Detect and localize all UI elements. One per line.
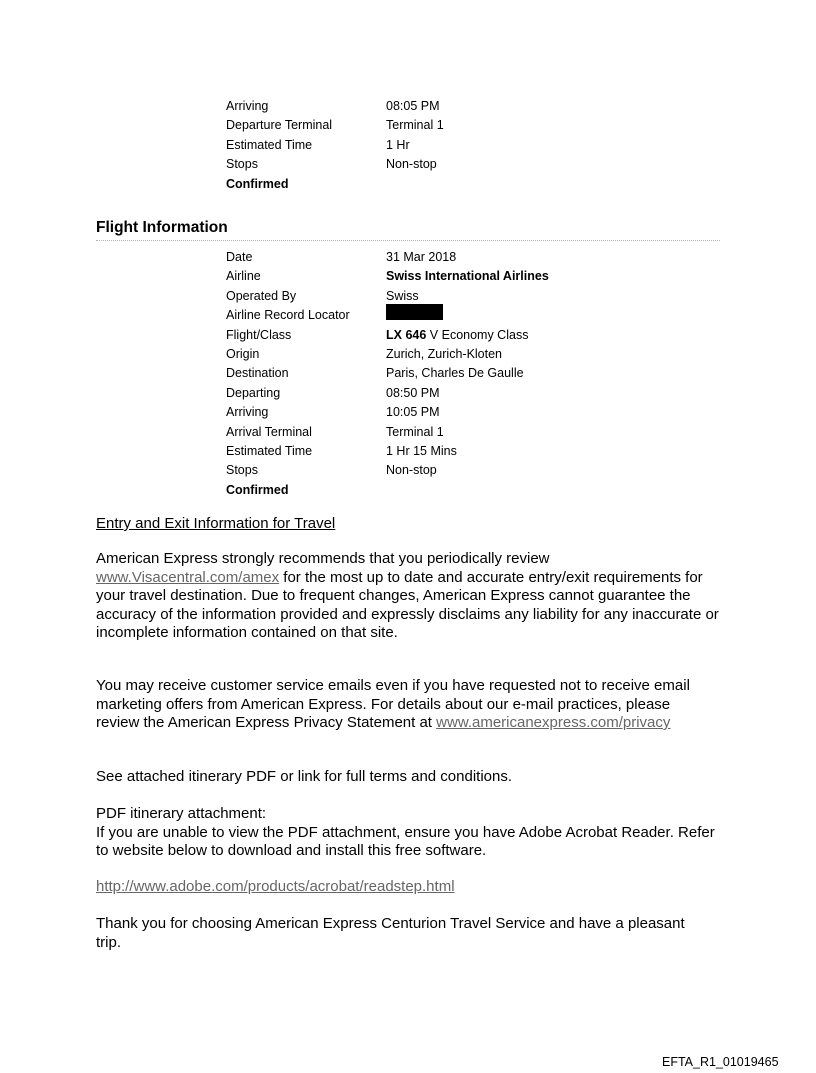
pdf-heading: PDF itinerary attachment:: [96, 805, 267, 822]
airline-value: Swiss International Airlines: [386, 269, 549, 284]
destination-label: Destination: [226, 366, 289, 381]
operated-by-value: Swiss: [386, 288, 419, 303]
privacy-link[interactable]: www.americanexpress.com/privacy: [436, 714, 671, 731]
origin-value: Zurich, Zurich-Kloten: [386, 346, 503, 361]
flight-class-row: [226, 326, 549, 345]
detail-label: Estimated Time: [226, 137, 313, 152]
estimated-time-label: Estimated Time: [226, 443, 313, 458]
detail-value: Non-stop: [386, 157, 437, 172]
estimated-time-value: 1 Hr 15 Mins: [386, 443, 457, 458]
detail-label: Stops: [226, 157, 258, 172]
arrival-terminal-label: Arrival Terminal: [226, 424, 312, 439]
adobe-link[interactable]: http://www.adobe.com/products/acrobat/readstep.html: [96, 878, 455, 895]
detail-value: 08:05 PM: [386, 99, 440, 113]
date-value: 31 Mar 2018: [386, 250, 457, 264]
arriving-row: [226, 403, 549, 422]
detail-value: 1 Hr: [386, 137, 410, 152]
departing-row: [226, 384, 549, 403]
closing-text: Thank you for choosing American Express Centurion Travel Service and have a pleasant trip.: [96, 915, 685, 951]
terms-text: See attached itinerary PDF or link for full terms and conditions.: [96, 768, 513, 785]
airline-label: Airline: [226, 269, 261, 284]
document-id: EFTA_R1_01019465: [662, 1055, 779, 1069]
arrival-terminal-row: [226, 423, 549, 442]
estimated-time-row: [226, 442, 549, 461]
privacy-paragraph: [96, 677, 716, 733]
detail-row: [226, 97, 444, 116]
stops-value: Non-stop: [386, 463, 437, 478]
date-label: Date: [226, 250, 253, 264]
stops-row: [226, 461, 549, 480]
operated-by-label: Operated By: [226, 288, 297, 303]
detail-row: [226, 155, 444, 174]
departing-label: Departing: [226, 385, 281, 400]
flight-class-value: V Economy Class: [429, 327, 529, 342]
arrival-terminal-value: Terminal 1: [386, 424, 444, 439]
record-locator-row: [226, 306, 549, 325]
origin-row: [226, 345, 549, 364]
entry-exit-heading: Entry and Exit Information for Travel: [96, 515, 336, 532]
stops-label: Stops: [226, 463, 258, 478]
detail-row: [226, 116, 444, 135]
confirmed-status: Confirmed: [226, 176, 289, 191]
privacy-text: You may receive customer service emails even if you have requested not to receive email marketing offers from American Express. For details about our e-mail practices, please review the American Express Privacy Statement at: [96, 677, 690, 731]
destination-row: [226, 364, 549, 383]
entry-exit-text: American Express strongly recommends that you periodically review: [96, 550, 550, 567]
flight-class-label: Flight/Class: [226, 327, 292, 342]
confirmed-status: Confirmed: [226, 482, 289, 497]
previous-flight-details: [226, 97, 444, 194]
record-locator-label: Airline Record Locator: [226, 308, 350, 323]
entry-exit-paragraph: [96, 550, 726, 643]
detail-row: [226, 136, 444, 155]
detail-value: Terminal 1: [386, 118, 444, 133]
entry-exit-text-cont: for the most up to date and accurate entry/exit requirements for your travel destination. Due to frequent changes, American Express cannot guarantee the accuracy of the information provided and expressly disclaims any liability for any inaccurate or incomplete information contained on that site.: [96, 568, 719, 641]
departing-value: 08:50 PM: [386, 385, 440, 400]
pdf-instructions: If you are unable to view the PDF attachment, ensure you have Adobe Acrobat Reader. Refer to website below to download and install this free software.: [96, 823, 715, 859]
detail-label: Arriving: [226, 99, 269, 113]
arriving-value: 10:05 PM: [386, 405, 440, 420]
airline-row: [226, 267, 549, 286]
detail-label: Departure Terminal: [226, 118, 333, 133]
destination-value: Paris, Charles De Gaulle: [386, 366, 524, 381]
origin-label: Origin: [226, 346, 260, 361]
flight-information-heading: Flight Information: [96, 218, 720, 241]
visacentral-link[interactable]: www.Visacentral.com/amex: [96, 568, 280, 586]
redaction-block: [386, 304, 443, 320]
date-row: [226, 248, 549, 267]
flight-information-details: [226, 248, 549, 500]
flight-number: LX 646: [386, 327, 427, 342]
arriving-label: Arriving: [226, 405, 269, 420]
